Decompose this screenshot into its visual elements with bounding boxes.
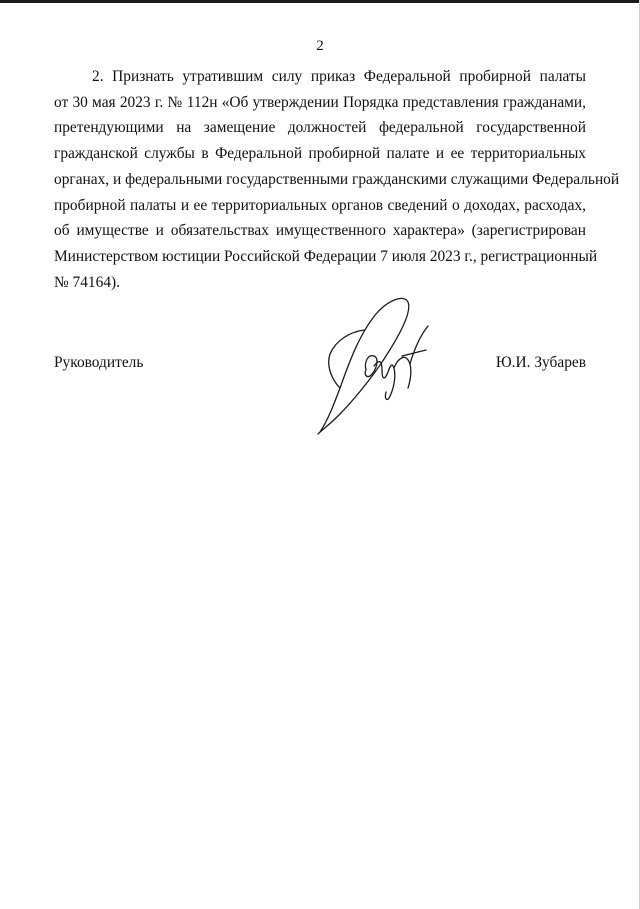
- signer-position: Руководитель: [54, 354, 144, 371]
- handwritten-signature: [310, 292, 450, 442]
- paragraph-line: 2. Признать утратившим силу приказ Федеральной пробирной палаты: [92, 68, 586, 85]
- signer-name: Ю.И. Зубарев: [495, 354, 586, 371]
- paragraph-line: № 74164).: [54, 273, 120, 291]
- paragraph-line: органах, и федеральными государственными гражданскими служащими Федеральной: [54, 170, 620, 188]
- paragraph-line: Министерством юстиции Российской Федерации 7 июля 2023 г., регистрационный: [54, 247, 598, 265]
- scan-top-edge: [0, 0, 640, 3]
- page-number: 2: [316, 38, 324, 54]
- paragraph-line: претендующими на замещение должностей федеральной государственной: [54, 119, 586, 137]
- paragraph-line: об имуществе и обязательствах имущественного характера» (зарегистрирован: [54, 222, 586, 240]
- paragraph-line: от 30 мая 2023 г. № 112н «Об утверждении Порядка представления гражданами,: [54, 93, 586, 111]
- paragraph-line: пробирной палаты и ее территориальных органов сведений о доходах, расходах,: [54, 196, 586, 214]
- paragraph-line: гражданской службы в Федеральной пробирной палате и ее территориальных: [54, 145, 586, 163]
- order-paragraph: [54, 64, 620, 295]
